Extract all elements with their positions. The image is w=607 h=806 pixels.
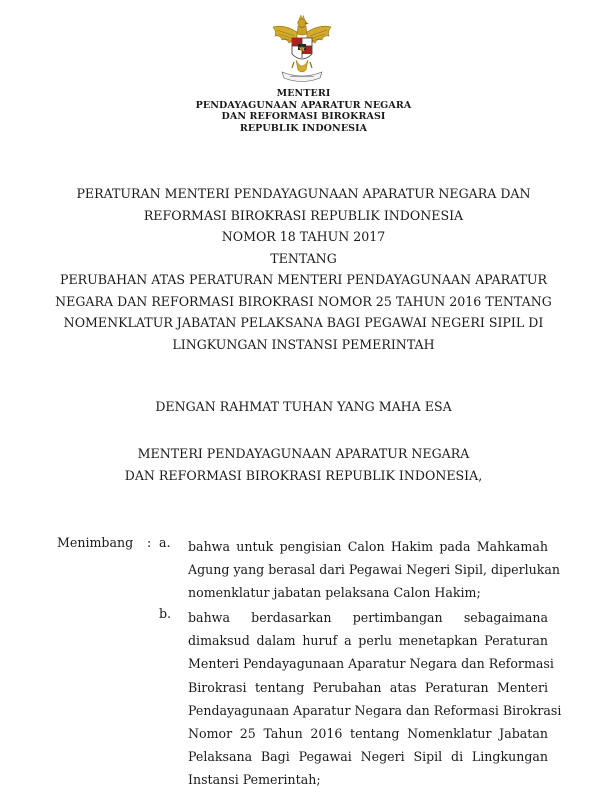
item-line: Nomor 25 Tahun 2016 tentang Nomenklatur Jabatan <box>188 725 548 741</box>
about-label: TENTANG <box>270 250 337 266</box>
subject-line: LINGKUNGAN INSTANSI PEMERINTAH <box>172 336 435 352</box>
subject-line: NEGARA DAN REFORMASI BIROKRASI NOMOR 25 TAHUN 2016 TENTANG <box>55 293 552 309</box>
item-line: bahwa berdasarkan pertimbangan sebagaimana <box>188 610 548 625</box>
item-line: Agung yang berasal dari Pegawai Negeri Sipil, diperlukan <box>188 562 560 578</box>
subject-line: PERUBAHAN ATAS PERATURAN MENTERI PENDAYAGUNAAN APARATUR <box>60 272 547 287</box>
considering-colon: : <box>147 535 152 550</box>
ministry-line: DAN REFORMASI BIROKRASI <box>221 111 386 122</box>
item-line: Menteri Pendayagunaan Aparatur Negara dan Reformasi <box>188 656 554 672</box>
item-line: Pendayagunaan Aparatur Negara dan Reformasi Birokrasi <box>188 702 562 718</box>
item-line: Instansi Pemerintah; <box>188 772 321 788</box>
minister-title <box>0 443 607 487</box>
minister-line: MENTERI PENDAYAGUNAAN APARATUR NEGARA <box>137 446 470 461</box>
subject-line: NOMENKLATUR JABATAN PELAKSANA BAGI PEGAWAI NEGERI SIPIL DI <box>63 315 544 330</box>
ministry-line: MENTERI <box>276 88 331 99</box>
garuda-pancasila-emblem-icon <box>270 14 334 86</box>
item-line: nomenklatur jabatan pelaksana Calon Hakim; <box>188 585 481 601</box>
regulation-title <box>0 183 607 355</box>
item-line: Birokrasi tentang Perubahan atas Peraturan Menteri <box>188 679 548 695</box>
considering-label: Menimbang <box>57 535 134 550</box>
ministry-header <box>0 88 607 134</box>
item-line: dimaksud dalam huruf a perlu menetapkan Peraturan <box>188 633 548 649</box>
regulation-number: NOMOR 18 TAHUN 2017 <box>221 229 386 244</box>
minister-line: DAN REFORMASI BIROKRASI REPUBLIK INDONESIA, <box>124 468 483 483</box>
title-line: PERATURAN MENTERI PENDAYAGUNAAN APARATUR NEGARA DAN <box>76 186 531 201</box>
item-letter: b. <box>159 606 172 621</box>
invocation: DENGAN RAHMAT TUHAN YANG MAHA ESA <box>155 399 452 414</box>
item-text <box>188 535 560 605</box>
item-text <box>188 606 562 792</box>
title-line: REFORMASI BIROKRASI REPUBLIK INDONESIA <box>143 207 464 223</box>
ministry-line: PENDAYAGUNAAN APARATUR NEGARA <box>195 99 412 111</box>
ministry-line: REPUBLIK INDONESIA <box>239 122 368 134</box>
item-letter: a. <box>159 535 171 550</box>
item-line: bahwa untuk pengisian Calon Hakim pada Mahkamah <box>188 539 548 554</box>
item-line: Pelaksana Bagi Pegawai Negeri Sipil di Lingkungan <box>188 749 548 765</box>
